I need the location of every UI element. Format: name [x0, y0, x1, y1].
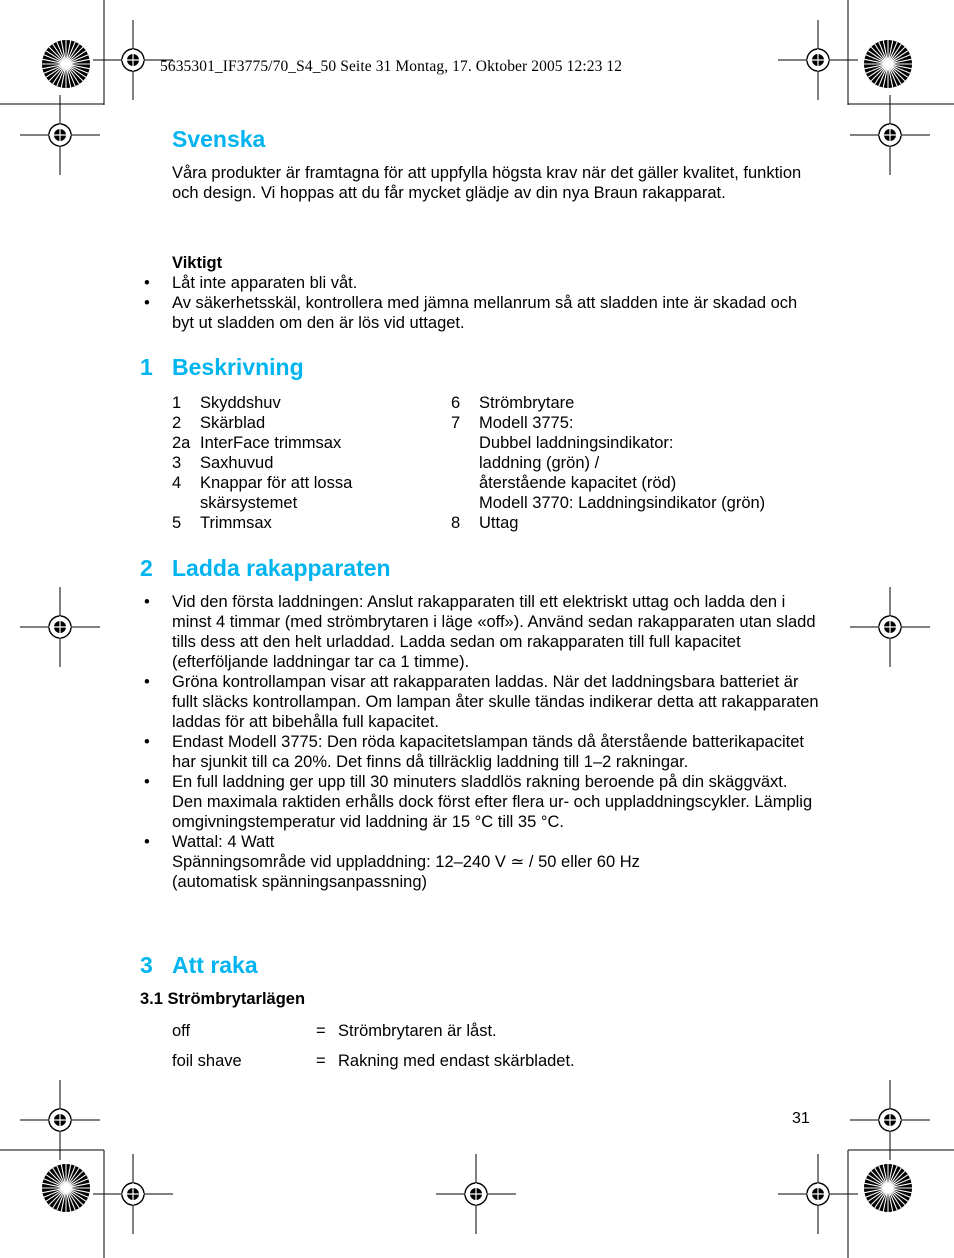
list-item: • Låt inte apparaten bli våt.	[144, 274, 358, 292]
section-heading-charging: 2 Ladda rakapparaten	[140, 555, 391, 581]
print-header: 5635301_IF3775/70_S4_50 Seite 31 Montag, 17. Oktober 2005 12:23 12	[160, 58, 623, 75]
list-item: 3 Saxhuvud	[172, 454, 274, 472]
list-item: 2a InterFace trimmsax	[172, 434, 342, 452]
section-heading-description: 1 Beskrivning	[140, 354, 304, 380]
intro-paragraph: Våra produkter är framtagna för att uppfylla högsta krav när det gäller kvalitet, funktion och design. Vi hoppas att du får mycket glädje av din nya Braun rakapparat.	[172, 164, 802, 202]
list-item: 1 Skyddshuv	[172, 394, 281, 412]
list-item: • Vid den första laddningen: Anslut rakapparaten till ett elektriskt uttag och ladda den i minst 4 timmar (med strömbrytaren i läge «off»). Använd sedan rakapparaten utan sladd tills dess att den helt urladdad. Ladda sedan om rakapparaten till full kapacitet (efterföljande laddningar tar ca 1 timme).	[144, 593, 816, 671]
bullet-icon: •	[144, 673, 150, 691]
page-number: 31	[792, 1110, 810, 1127]
parts-list-right	[451, 393, 831, 533]
bullet-icon: •	[144, 833, 150, 851]
bullet-icon: •	[144, 274, 150, 292]
list-item: • Endast Modell 3775: Den röda kapacitetslampan tänds då återstående batterikapacitet har sjunkit till ca 20%. Det finns då tillräcklig laddning till 1–2 rakningar.	[144, 733, 804, 771]
list-item: • Wattal: 4 Watt Spänningsområde vid uppladdning: 12–240 V ≃ / 50 eller 60 Hz (automatisk spänningsanpassning)	[144, 833, 640, 891]
list-item: 6 Strömbrytare	[451, 394, 575, 412]
list-item: • Av säkerhetsskäl, kontrollera med jämna mellanrum så att sladden inte är skadad och byt ut sladden om den är lös vid uttaget.	[144, 294, 798, 332]
section-heading-shaving: 3 Att raka	[140, 952, 258, 978]
list-item: 8 Uttag	[451, 514, 519, 532]
bullet-icon: •	[144, 773, 150, 791]
language-title: Svenska	[172, 126, 266, 152]
important-title: Viktigt	[172, 254, 223, 272]
bullet-icon: •	[144, 733, 150, 751]
list-item: 7 Modell 3775: Dubbel laddningsindikator: laddning (grön) / återstående kapacitet (röd) Modell 3770: Laddningsindikator (grön)	[451, 414, 766, 512]
parts-list-left	[172, 393, 442, 533]
list-item: 2 Skärblad	[172, 414, 266, 432]
list-item: 4 Knappar för att lossa skärsystemet	[172, 474, 353, 512]
list-item: • En full laddning ger upp till 30 minuters sladdlös rakning beroende på din skäggväxt. Den maximala raktiden erhålls dock först efter flera ur- och uppladdningscykler. Lämplig omgivningstemperatur vid laddning är 15 °C till 35 °C.	[144, 773, 813, 831]
subsection-heading: 3.1 Strömbrytarlägen	[140, 990, 306, 1008]
charging-list	[0, 592, 954, 892]
bullet-icon: •	[144, 294, 150, 312]
list-item: • Gröna kontrollampan visar att rakapparaten laddas. När det laddningsbara batteriet är fullt släcks kontrollampan. Om lampan åter skulle tändas indikerar detta att rakapparaten laddas för att bibehålla full kapacitet.	[144, 673, 819, 731]
important-list	[0, 273, 954, 333]
list-item: 5 Trimmsax	[172, 514, 272, 532]
bullet-icon: •	[144, 593, 150, 611]
